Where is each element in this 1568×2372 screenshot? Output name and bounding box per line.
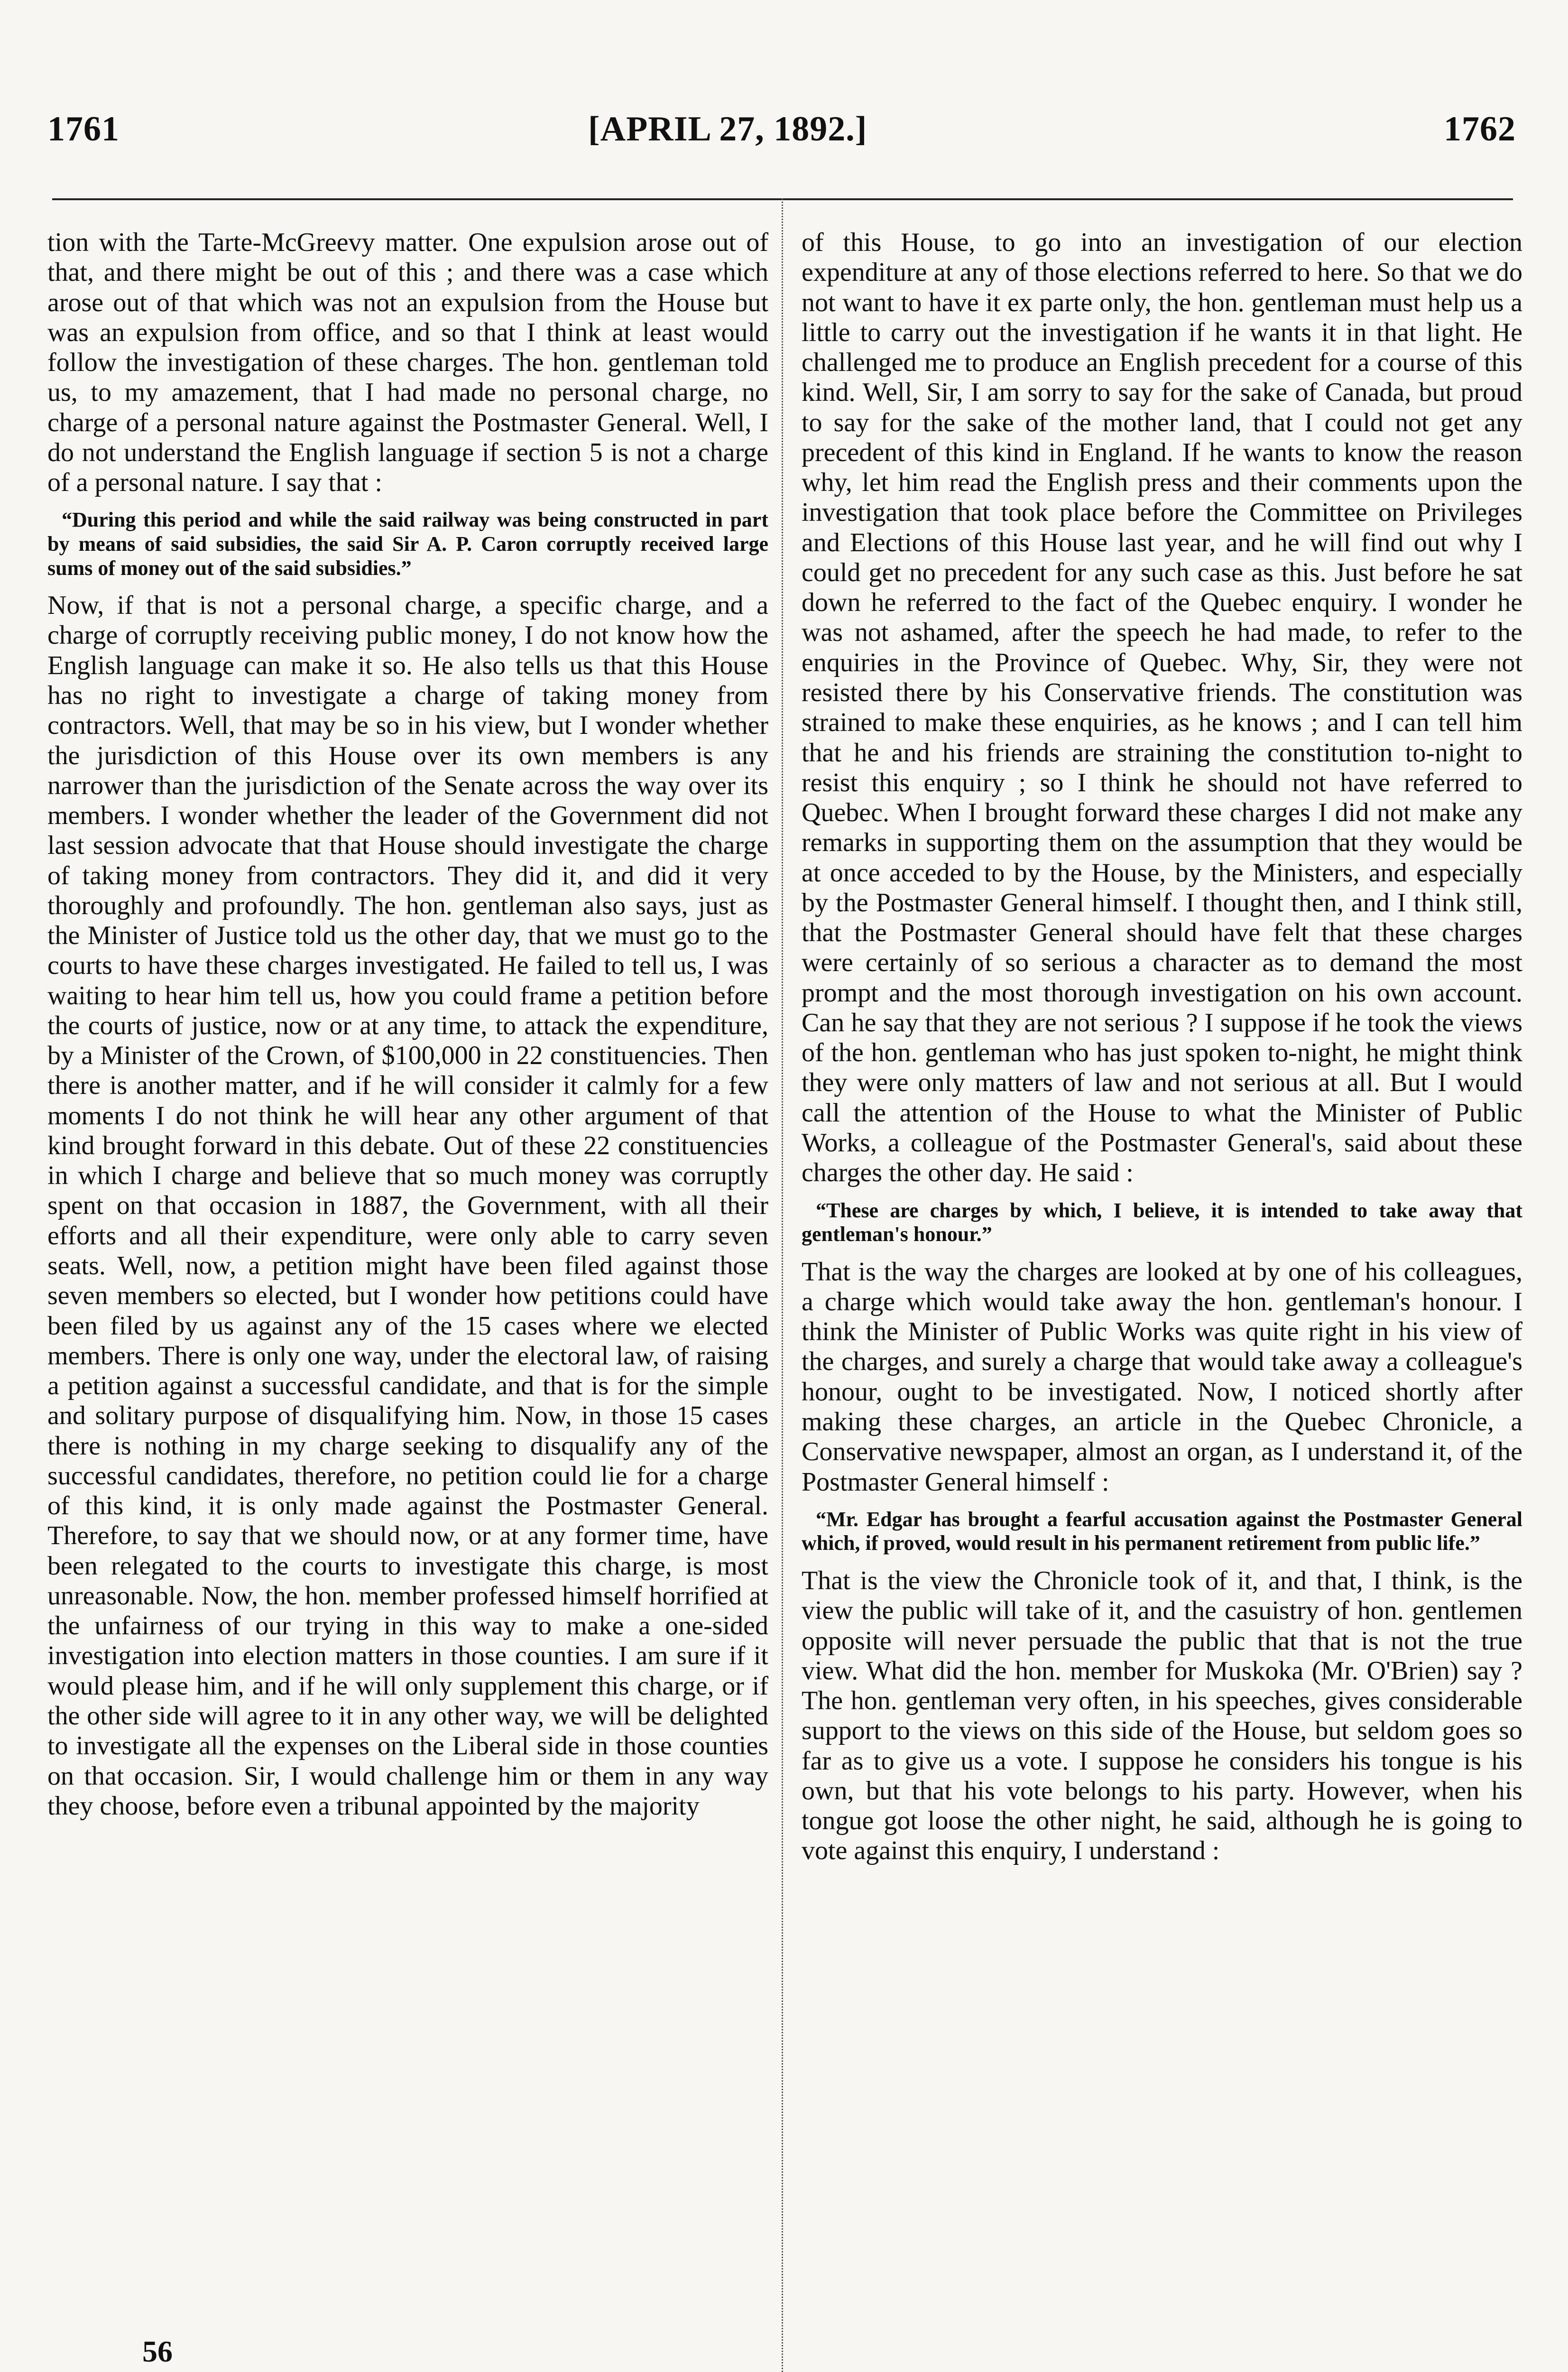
page-header: [0, 109, 1568, 161]
left-page-number: 1761: [47, 110, 120, 148]
left-paragraph-2: Now, if that is not a personal charge, a specific charge, and a charge of corruptly receiving public money, I do not know how the English language can make it so. He also tells us that this House has no right to investigate a charge of taking money from contractors. Well, that may be so in his view, but I wonder whether the jurisdiction of this House over its own members is any narrower than the jurisdiction of the Senate across the way over its members. I wonder whether the leader of the Government did not last session advocate that that House should investigate the charge of taking money from contractors. They did it, and did it very thoroughly and profoundly. The hon. gentleman also says, just as the Minister of Justice told us the other day, that we must go to the courts to have these charges investigated. He failed to tell us, I was waiting to hear him tell us, how you could frame a petition before the courts of justice, now or at any time, to attack the expenditure, by a Minister of the Crown, of $100,000 in 22 constituencies. Then there is another matter, and if he will consider it calmly for a few moments I do not think he will hear any other argument of that kind brought forward in this debate. Out of these 22 constituencies in which I charge and believe that so much money was corruptly spent on that occasion in 1887, the Government, with all their efforts and all their expenditure, were only able to carry seven seats. Well, now, a petition might have been filed against those seven members so elected, but I wonder how petitions could have been filed by us against any of the 15 cases where we elected members. There is only one way, under the electoral law, of raising a petition against a successful candidate, and that is for the simple and solitary purpose of disqualifying him. Now, in those 15 cases there is nothing in my charge seeking to disqualify any of the successful candidates, therefore, no petition could lie for a charge of this kind, it is only made against the Postmaster General. Therefore, to say that we should now, or at any former time, have been relegated to the courts to investigate this charge, is most unreasonable. Now, the hon. member professed himself horrified at the unfairness of our trying in this way to make a one-sided investigation into election matters in those counties. I am sure if it would please him, and if he will only supplement this charge, or if the other side will agree to it in any other way, we will be delighted to investigate all the expenses on the Liberal side in those counties on that occasion. Sir, I would challenge him or them in any way they choose, before even a tribunal appointed by the majority: [47, 591, 768, 1821]
right-quote-1: “These are charges by which, I believe, it is intended to take away that gentleman's honour.”: [802, 1198, 1522, 1246]
header-date: [APRIL 27, 1892.]: [588, 110, 867, 148]
right-paragraph-2: That is the way the charges are looked at by one of his colleagues, a charge which would take away the hon. gentleman's honour. I think the Minister of Public Works was quite right in his view of the charges, and surely a charge that would take away a colleague's honour, ought to be investigated. Now, I noticed shortly after making these charges, an article in the Quebec Chronicle, a Conservative newspaper, almost an organ, as I understand it, of the Postmaster General himself :: [802, 1257, 1522, 1497]
right-paragraph-1: of this House, to go into an investigation of our election expenditure at any of those elections referred to here. So that we do not want to have it ex parte only, the hon. gentleman must help us a little to carry out the investigation if he wants it in that light. He challenged me to produce an English precedent for a course of this kind. Well, Sir, I am sorry to say for the sake of Canada, but proud to say for the sake of the mother land, that I could not get any precedent of this kind in England. If he wants to know the reason why, let him read the English press and their comments upon the investigation that took place before the Committee on Privileges and Elections of this House last year, and he will find out why I could get no precedent for any such case as this. Just before he sat down he referred to the fact of the Quebec enquiry. I wonder he was not ashamed, after the speech he had made, to refer to the enquiries in the Province of Quebec. Why, Sir, they were not resisted there by his Conservative friends. The constitution was strained to make these enquiries, as he knows ; and I can tell him that he and his friends are straining the constitution to-night to resist this enquiry ; so I think he should not have referred to Quebec. When I brought forward these charges I did not make any remarks in supporting them on the assumption that they would be at once acceded to by the House, by the Ministers, and especially by the Postmaster General himself. I thought then, and I think still, that the Postmaster General should have felt that these charges were certainly of so serious a character as to demand the most prompt and the most thorough investigation on his own account. Can he say that they are not serious ? I suppose if he took the views of the hon. gentleman who has just spoken to-night, he might think they were only matters of law and not serious at all. But I would call the attention of the House to what the Minister of Public Works, a colleague of the Postmaster General's, said about these charges the other day. He said :: [802, 228, 1522, 1188]
right-column: [802, 228, 1522, 1870]
right-quote-2: “Mr. Edgar has brought a fearful accusation against the Postmaster General which, if proved, would result in his permanent retirement from public life.”: [802, 1507, 1522, 1555]
right-paragraph-3: That is the view the Chronicle took of it, and that, I think, is the view the public will take of it, and the casuistry of hon. gentlemen opposite will never persuade the public that that is not the true view. What did the hon. member for Muskoka (Mr. O'Brien) say ? The hon. gentleman very often, in his speeches, gives considerable support to the views on this side of the House, but seldom goes so far as to give us a vote. I suppose he considers his tongue is his own, but that his vote belongs to his party. However, when his tongue got loose the other night, he said, although he is going to vote against this enquiry, I understand :: [802, 1566, 1522, 1866]
column-divider: [782, 198, 783, 2372]
footer-page-number: 56: [142, 2335, 173, 2368]
left-paragraph-1: tion with the Tarte-McGreevy matter. One expulsion arose out of that, and there might be out of this ; and there was a case which arose out of that which was not an expulsion from the House but was an expulsion from office, and so that I think at least would follow the investigation of these charges. The hon. gentleman told us, to my amazement, that I had made no personal charge, no charge of a personal nature against the Postmaster General. Well, I do not understand the English language if section 5 is not a charge of a personal nature. I say that :: [47, 228, 768, 498]
right-page-number: 1762: [1444, 110, 1516, 148]
left-column: [47, 228, 768, 1825]
left-quote-1: “During this period and while the said railway was being constructed in part by means of said subsidies, the said Sir A. P. Caron corruptly received large sums of money out of the said subsidies.”: [47, 508, 768, 580]
